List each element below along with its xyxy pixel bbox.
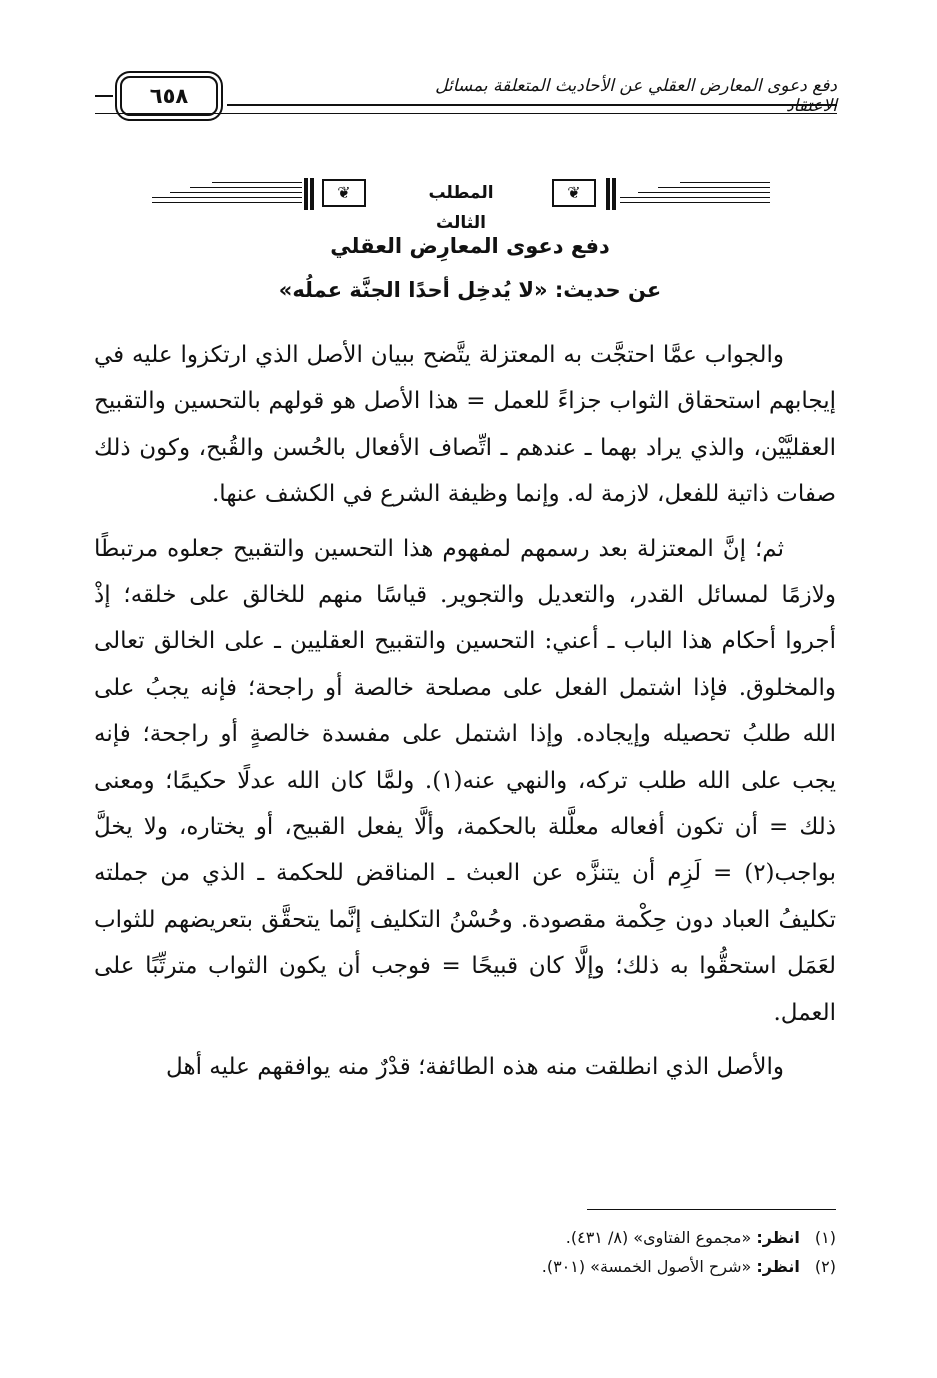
chapter-title-line1: دفع دعوى المعارِض العقلي <box>330 234 610 258</box>
footnote <box>94 1252 836 1281</box>
banner-bar <box>612 178 616 210</box>
paragraph: والأصل الذي انطلقت منه هذه الطائفة؛ قدْرٌ منه يوافقهم عليه أهل <box>166 1054 784 1081</box>
footnotes <box>94 1223 836 1281</box>
page-number: ٦٥٨ <box>120 76 218 116</box>
body-text <box>94 332 836 1099</box>
footnote-number: (١) <box>814 1228 836 1247</box>
header-rule-lower <box>95 113 837 114</box>
footnote <box>94 1223 836 1252</box>
ornament-icon: ❦ <box>552 179 596 207</box>
banner-bar <box>606 178 610 210</box>
section-banner <box>152 176 770 233</box>
footnote-rule <box>587 1209 836 1210</box>
running-header <box>95 62 837 126</box>
footnote-text: «مجموع الفتاوى» (٨/ ٤٣١). <box>565 1228 752 1247</box>
chapter-title-line2: عن حديث: «لا يُدخِل أحدًا الجنَّة عملُه» <box>278 278 662 302</box>
footnote-number: (٢) <box>814 1257 836 1276</box>
header-rule-upper <box>227 104 837 106</box>
ornament-icon: ❦ <box>322 179 366 207</box>
footnote-text: «شرح الأصول الخمسة» (٣٠١). <box>541 1257 752 1276</box>
footnote-label: انظر: <box>756 1228 800 1247</box>
banner-bar <box>304 178 308 210</box>
paragraph: والجواب عمَّا احتجَّت به المعتزلة يتَّضح ببيان الأصل الذي ارتكزوا عليه في إيجابهم استحقاق الثواب جزاءً للعمل = هذا الأصل هو قولهم بالتحسين والتقبيح العقليَّيْن، والذي يراد بهما ـ عندهم ـ اتِّصاف الأفعال بالحُسن والقُبح، وكون ذلك صفات ذاتية للفعل، لازمة له. وإنما وظيفة الشرع في الكشف عنها. <box>94 342 836 508</box>
running-title: دفع دعوى المعارض العقلي عن الأحاديث المتعلقة بمسائل الاعتقاد <box>435 76 837 116</box>
footnote-label: انظر: <box>756 1257 800 1276</box>
section-label: المطلب الثالث <box>428 183 494 233</box>
header-rule-left <box>95 95 113 97</box>
banner-bar <box>310 178 314 210</box>
banner-lines-right <box>620 182 770 208</box>
banner-lines-left <box>152 182 302 208</box>
paragraph: ثم؛ إنَّ المعتزلة بعد رسمهم لمفهوم هذا التحسين والتقبيح جعلوه مرتبطًا ولازمًا لمسائل القدر، والتعديل والتجوير. قياسًا منهم للخالق على خلقه؛ إذْ أجروا أحكام هذا الباب ـ أعني: التحسين والتقبيح العقليين ـ على الخالق تعالى والمخلوق. فإذا اشتمل الفعل على مصلحة خالصة أو راجحة؛ فإنه يجبُ على الله طلبُ تحصيله وإيجاده. وإذا اشتمل على مفسدة خالصةٍ أو راجحة؛ فإنه يجب على الله طلب تركه، والنهي عنه(١). ولمَّا كان الله عدلًا حكيمًا؛ ومعنى ذلك = أن تكون أفعاله معلَّلة بالحكمة، وألَّا يفعل القبيح، أو يختاره، ولا يخلَّ بواجب(٢) = لَزِم أن يتنزَّه عن العبث ـ المناقض للحكمة ـ الذي من جملته تكليفُ العباد دون حِكْمة مقصودة. وحُسْنُ التكليف إنَّما يتحقَّق بتعريضهم للثواب لعَمَل استحقُّوا به ذلك؛ وإلَّا كان قبيحًا = فوجب أن يكون الثواب مترتِّبًا على العمل. <box>94 535 836 1026</box>
